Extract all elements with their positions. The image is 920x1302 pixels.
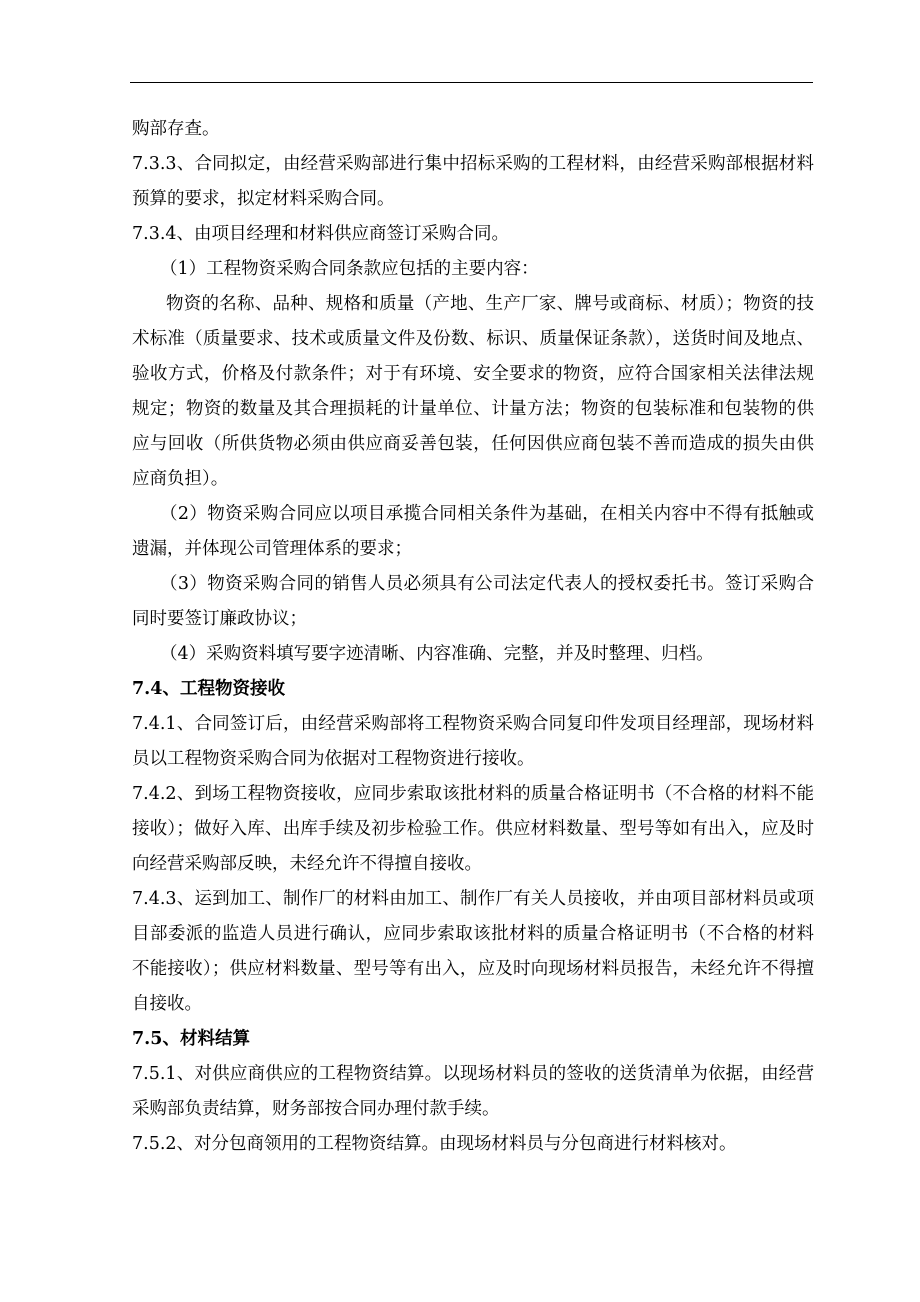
- paragraph-7-3-3: 7.3.3、合同拟定，由经营采购部进行集中招标采购的工程材料，由经营采购部根据材料预算的要求，拟定材料采购合同。: [132, 154, 814, 209]
- paragraph-7-5-1: 7.5.1、对供应商供应的工程物资结算。以现场材料员的签收的送货清单为依据，由经营采购部负责结算，财务部按合同办理付款手续。: [132, 1064, 814, 1119]
- header-rule: [130, 82, 813, 83]
- paragraph-7-4-2: 7.4.2、到场工程物资接收，应同步索取该批材料的质量合格证明书（不合格的材料不能接收）；做好入库、出库手续及初步检验工作。供应材料数量、型号等如有出入，应及时向经营采购部反映，未经允许不得擅自接收。: [132, 784, 814, 874]
- list-item-3: （3）物资采购合同的销售人员必须具有公司法定代表人的授权委托书。签订采购合同时要签订廉政协议；: [132, 574, 814, 629]
- paragraph-7-4-1: 7.4.1、合同签订后，由经营采购部将工程物资采购合同复印件发项目经理部，现场材料员以工程物资采购合同为依据对工程物资进行接收。: [132, 714, 814, 769]
- section-heading-7-4: 7.4、工程物资接收: [132, 679, 285, 699]
- list-item-2: （2）物资采购合同应以项目承揽合同相关条件为基础，在相关内容中不得有抵触或遗漏，并体现公司管理体系的要求；: [132, 504, 814, 559]
- paragraph-continued: 购部存查。: [132, 119, 220, 139]
- list-item-1-detail: 物资的名称、品种、规格和质量（产地、生产厂家、牌号或商标、材质）；物资的技术标准（质量要求、技术或质量文件及份数、标识、质量保证条款），送货时间及地点、验收方式，价格及付款条件；对于有环境、安全要求的物资，应符合国家相关法律法规规定；物资的数量及其合理损耗的计量单位、计量方法；物资的包装标准和包装物的供应与回收（所供货物必须由供应商妥善包装，任何因供应商包装不善而造成的损失由供应商负担）。: [132, 294, 814, 489]
- list-item-4: （4）采购资料填写要字迹清晰、内容准确、完整，并及时整理、归档。: [160, 644, 714, 664]
- paragraph-7-4-3: 7.4.3、运到加工、制作厂的材料由加工、制作厂有关人员接收，并由项目部材料员或项目部委派的监造人员进行确认，应同步索取该批材料的质量合格证明书（不合格的材料不能接收）；供应材料数量、型号等有出入，应及时向现场材料员报告，未经允许不得擅自接收。: [132, 889, 814, 1014]
- document-body: [132, 112, 814, 1162]
- list-item-1: （1）工程物资采购合同条款应包括的主要内容：: [160, 259, 539, 279]
- paragraph-7-5-2: 7.5.2、对分包商领用的工程物资结算。由现场材料员与分包商进行材料核对。: [132, 1134, 737, 1154]
- paragraph-7-3-4: 7.3.4、由项目经理和材料供应商签订采购合同。: [132, 224, 510, 244]
- section-heading-7-5: 7.5、材料结算: [132, 1029, 250, 1049]
